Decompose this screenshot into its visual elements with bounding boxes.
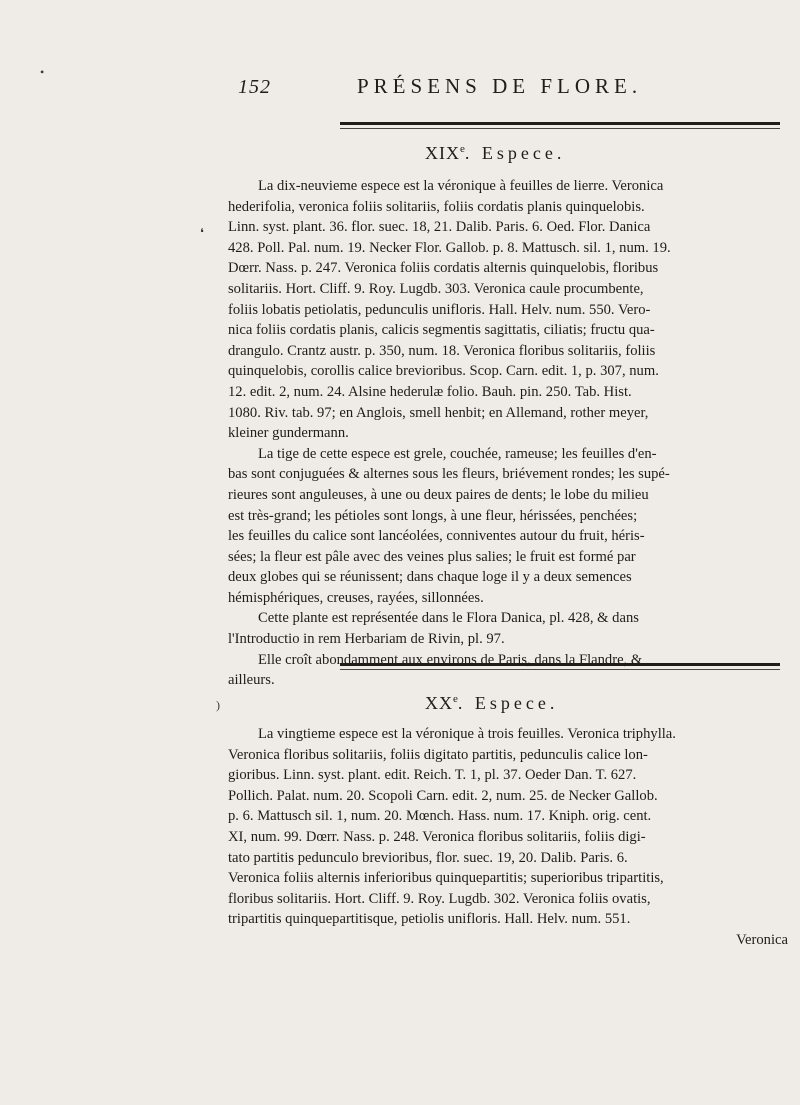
text-line: Elle croît abondamment aux environs de Paris, dans la Flandre, &: [258, 651, 643, 668]
section-title-xix: [0, 143, 800, 164]
text-line: hémisphériques, creuses, rayées, sillonnées.: [228, 589, 484, 606]
text-line: Cette plante est représentée dans le Flora Danica, pl. 428, & dans: [258, 610, 639, 627]
text-line: tripartitis quinquepartitisque, petiolis unifloris. Hall. Helv. num. 551.: [228, 911, 631, 928]
text-line: p. 6. Mattusch sil. 1, num. 20. Mœnch. Hass. num. 17. Kniph. orig. cent.: [228, 808, 652, 825]
text-line: solitariis. Hort. Cliff. 9. Roy. Lugdb. 303. Veronica caule procumbente,: [228, 280, 644, 297]
text-line: ailleurs.: [228, 672, 275, 689]
text-line: sées; la fleur est pâle avec des veines plus salies; le fruit est formé par: [228, 548, 636, 565]
text-line: Veronica foliis alternis inferioribus quinquepartitis; superioribus tripartitis,: [228, 870, 664, 887]
section-number: XX: [425, 693, 453, 713]
text-line: La dix-neuvieme espece est la véronique à feuilles de lierre. Veronica: [258, 178, 664, 194]
text-line: Linn. syst. plant. 36. flor. suec. 18, 21. Dalib. Paris. 6. Oed. Flor. Danica: [228, 219, 651, 236]
section-number-superscript: e: [460, 143, 465, 155]
text-line: 1080. Riv. tab. 97; en Anglois, smell henbit; en Allemand, rother meyer,: [228, 404, 649, 421]
section-number: XIX: [425, 143, 460, 163]
text-line: XI, num. 99. Dœrr. Nass. p. 248. Veronica floribus solitariis, foliis digi-: [228, 828, 646, 845]
section-heading-word: . Espece.: [457, 693, 559, 713]
text-line: foliis lobatis petiolatis, pedunculis unifloris. Hall. Helv. num. 550. Vero-: [228, 301, 651, 318]
section-heading-word: . Espece.: [464, 143, 566, 163]
text-line: 428. Poll. Pal. num. 19. Necker Flor. Gallob. p. 8. Mattusch. sil. 1, num. 19.: [228, 239, 671, 256]
text-line: kleiner gundermann.: [228, 425, 349, 442]
text-line: floribus solitariis. Hort. Cliff. 9. Roy. Lugdb. 302. Veronica foliis ovatis,: [228, 890, 651, 907]
text-line: gioribus. Linn. syst. plant. edit. Reich. T. 1, pl. 37. Oeder Dan. T. 627.: [228, 767, 637, 784]
text-line: hederifolia, veronica foliis solitariis, foliis cordatis planis quinquelobis.: [228, 198, 645, 215]
running-title: PRÉSENS DE FLORE.: [357, 74, 643, 98]
section-title-xx: [0, 693, 800, 714]
text-line: Veronica floribus solitariis, foliis digitato partitis, pedunculis calice lon-: [228, 746, 648, 763]
text-line: Dœrr. Nass. p. 247. Veronica foliis cordatis alternis quinquelobis, floribus: [228, 260, 659, 277]
section-body-xix: [228, 176, 788, 691]
page-header: [0, 70, 800, 100]
catchword: Veronica: [736, 931, 788, 948]
text-line: quinquelobis, corollis calice brevioribus. Scop. Carn. edit. 1, p. 307, num.: [228, 363, 659, 380]
text-line: Pollich. Palat. num. 20. Scopoli Carn. edit. 2, num. 25. de Necker Gallob.: [228, 787, 658, 804]
section-divider: [340, 122, 780, 125]
page-number: 152: [238, 76, 271, 98]
text-line: 12. edit. 2, num. 24. Alsine hederulæ folio. Bauh. pin. 250. Tab. Hist.: [228, 383, 632, 400]
section-divider: [340, 663, 780, 666]
text-line: rieures sont anguleuses, à une ou deux paires de dents; le lobe du milieu: [228, 486, 649, 503]
text-line: l'Introductio in rem Herbariam de Rivin, pl. 97.: [228, 631, 505, 648]
section-body-xx: [228, 724, 788, 951]
text-line: deux globes qui se réunissent; dans chaque loge il y a deux semences: [228, 569, 632, 586]
section-number-superscript: e: [453, 693, 458, 705]
text-line: les feuilles du calice sont lancéolées, conniventes autour du fruit, héris-: [228, 528, 645, 545]
text-line: est très-grand; les pétioles sont longs, à une fleur, hérissées, penchées;: [228, 507, 638, 524]
margin-mark: ): [216, 698, 220, 712]
margin-mark: ❛: [200, 226, 204, 240]
margin-mark: •: [40, 65, 45, 79]
text-line: bas sont conjuguées & alternes sous les fleurs, briévement rondes; les supé-: [228, 466, 670, 483]
text-line: nica foliis cordatis planis, calicis segmentis sagittatis, ciliatis; fructu qua-: [228, 322, 655, 339]
text-line: drangulo. Crantz austr. p. 350, num. 18. Veronica floribus solitariis, foliis: [228, 342, 656, 359]
text-line: La tige de cette espece est grele, couchée, rameuse; les feuilles d'en-: [258, 445, 657, 462]
text-line: La vingtieme espece est la véronique à trois feuilles. Veronica triphylla.: [258, 726, 676, 742]
text-line: tato partitis pedunculo brevioribus, flor. suec. 19, 20. Dalib. Paris. 6.: [228, 849, 628, 866]
